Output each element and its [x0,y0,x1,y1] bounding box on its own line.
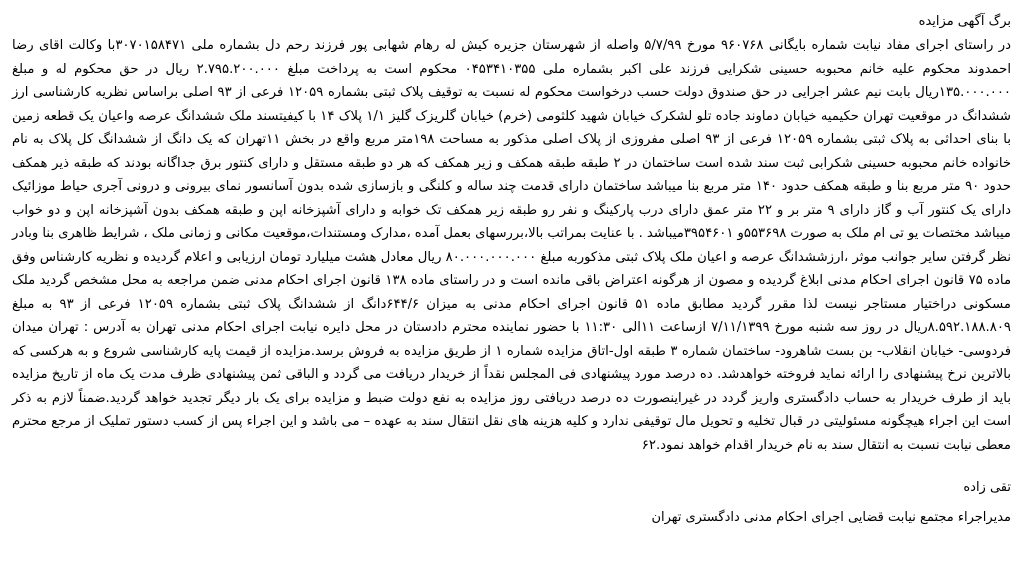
signer-name: تقی زاده [963,480,1011,495]
signer-office: مدیراجراء مجتمع نیابت قضایی اجرای احکام مدنی دادگستری تهران [651,510,1011,525]
notice-title: برگ آگهی مزایده [918,14,1011,29]
notice-body: در راستای اجرای مفاد نیابت شماره بایگانی ۹۶۰۷۶۸ مورخ ۵/۷/۹۹ واصله از شهرستان جزیره کیش له رهام شهابی پور فرزند رحم دل بشماره ملی ۳۰۷۰۱۵۸۴۷۱با وکالت اقای رضا احمدوند محکوم علیه خانم محبوبه حسینی شکرایی فرزند علی اکبر بشماره ملی ۰۴۵۳۴۱۰۳۵۵ محکوم است به پرداخت مبلغ ۲.۷۹۵.۲۰۰.۰۰۰ ریال در حق محکوم له و مبلغ ۱۳۵.۰۰۰.۰۰۰ریال بابت نیم عشر اجرایی در حق صندوق دولت حسب درخواست محکوم له نسبت به توقیف پلاک ثبتی بشماره ۱۲۰۵۹ فرعی از ۹۳ اصلی براساس نظریه کارشناسی ارز ششدانگ در موقعیت تهران حکیمیه خیابان دماوند جاده تلو لشکرک خیابان شهید کلثومی (خرم) خیابان گلریزک گلیز ۱/۱ پلاک ۱۴ با کیفیتسند ملک ششدانگ عرصه واعیان یک قطعه زمین با بنای احداثی به پلاک ثبتی بشماره ۱۲۰۵۹ فرعی از ۹۳ اصلی مفروزی از پلاک اصلی مذکور به مساحت ۱۹۸متر مربع واقع در بخش ۱۱تهران که یک دانگ از ششدانگ کل پلاک به نام خانواده خانم محبوبه حسینی شکرابی ثبت سند شده است ساختمان در ۲ طبقه طبقه همکف و زیر همکف که هر دو طبقه مستقل و دارای کنتور برق جداگانه بودند که طبقه ذیر همکف حدود ۹۰ متر مربع بنا و طبقه همکف حدود ۱۴۰ متر مربع بنا میباشد ساختمان دارای قدمت چند ساله و کلنگی و بازسازی شده بدون آسانسور نمای بیرونی و درونی آجری حیاط موزائیک دارای یک کنتور آب و گاز دارای ۹ متر بر و ۲۲ متر عمق دارای درب پارکینگ و نفر رو طبقه زیر همکف تک خوابه و دارای آشپزخانه اپن و طبقه همکف بدون آشپزخانه اپن و دو خواب میباشد مختصات یو تی ام ملک به صورت ۵۵۳۶۹۸و ۳۹۵۴۶۰۱میباشد . با عنایت بمراتب بالا،بررسهای بعمل آمده ،مدارک ومستندات،موقعیت مکانی و زمانی ملک ، شرایط ظاهری بنا وبادر نظر گرفتن سایر جوانب موثر ،ارزششدانگ عرصه و اعیان ملک پلاک ثبتی مذکوربه مبلغ ۸۰.۰۰۰.۰۰۰.۰۰۰ ریال معادل هشت میلیارد تومان ارزیابی و اعلام گردیده و نظریه کارشناس وفق ماده ۷۵ قانون اجرای احکام مدنی ابلاغ گردیده و مصون از هرگونه اعتراض باقی مانده است و در راستای ماده ۱۳۸ قانون اجرای احکام مدنی ضمن مراجعه به محل مشخص گردید ملک مسکونی دراختیار مستاجر نیست لذا مقرر گردید مطابق ماده ۵۱ قانون اجرای احکام مدنی به میزان ۶۴۴/۶دانگ از ششدانگ پلاک ثبتی بشماره ۱۲۰۵۹ فرعی از ۹۳ به مبلغ ۸.۵۹۲.۱۸۸.۸۰۹ریال در روز سه شنبه مورخ ۷/۱۱/۱۳۹۹ ازساعت ۱۱الی ۱۱:۳۰ با حضور نماینده محترم دادستان در محل دایره نیابت اجرای احکام مدنی تهران به آدرس : تهران میدان فردوسی- خیابان انقلاب- بن بست شاهرود- ساختمان شماره ۳ طبقه اول-اتاق مزایده شماره ۱ از طریق مزایده به فروش برسد.مزایده از قیمت پایه کارشناسی شروع و به هرکسی که بالاترین نرخ پیشنهادی را ارائه نماید فروخته خواهدشد. ده درصد مورد پیشنهادی فی المجلس نقداً از خریدار دریافت می گردد و الباقی ثمن پیشنهادی ظرف مدت یک ماه از تاریخ مزایده باید از طرف خریدار به حساب دادگستری واریز گردد در غیراینصورت ده درصد دریافتی روز مزایده به نفع دولت ضبط و مزایده برای یک بار دیگر تجدید خواهد گردید.ضمناً لازم به ذکر است این اجراء هیچگونه مسئولیتی در قبال تخلیه و تحویل مال توقیفی ندارد و کلیه هزینه های نقل انتقال سند به عهده – می باشد و این اجراء پس از کسب دستور تملیک از مرجع محترم معطی نیابت نسبت به انتقال سند به نام خریدار اقدام خواهد نمود.۶۲ [12,38,1012,453]
